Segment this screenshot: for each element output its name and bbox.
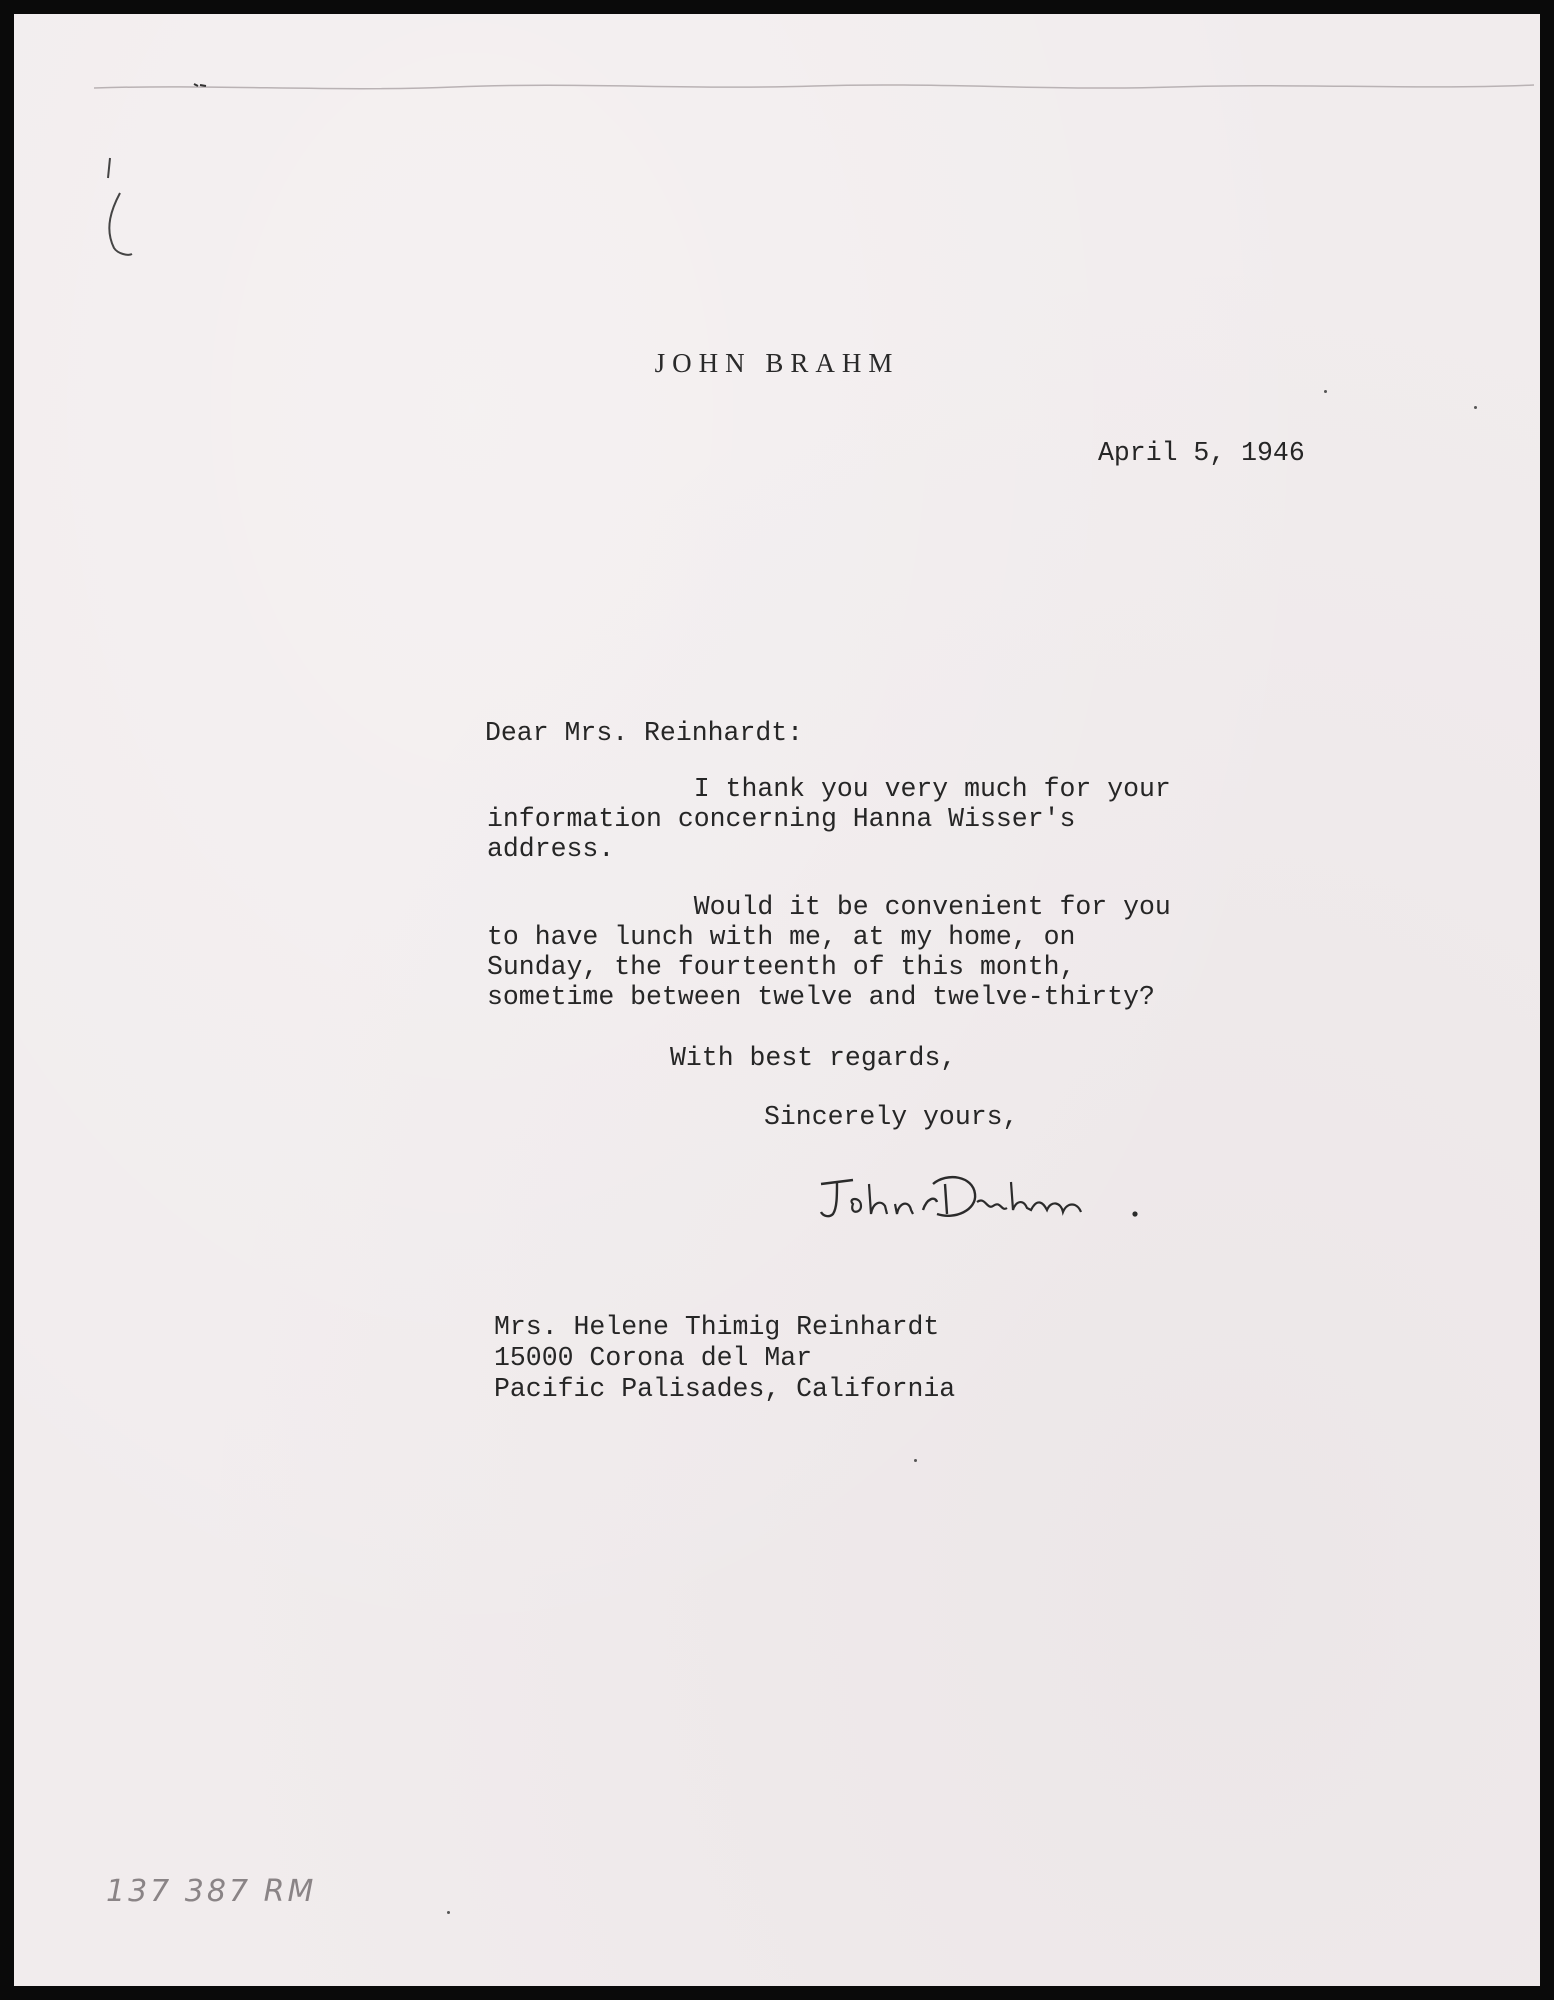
torn-top-edge — [94, 80, 1534, 96]
archive-pencil-note: 137 387 RM — [106, 1874, 317, 1909]
paper-speck — [447, 1911, 450, 1914]
recipient-street: 15000 Corona del Mar — [494, 1343, 813, 1373]
recipient-city: Pacific Palisades, California — [494, 1374, 956, 1404]
salutation: Dear Mrs. Reinhardt: — [485, 718, 804, 748]
complimentary-close: Sincerely yours, — [764, 1102, 1019, 1132]
body-paragraph-1: I thank you very much for your information concerning Hanna Wisser's address. — [487, 774, 1171, 864]
letterhead: JOHN BRAHM — [654, 348, 900, 378]
body-paragraph-2: Would it be convenient for you to have lunch with me, at my home, on Sunday, the fourteenth of this month, sometime between twelve and twelve-thirty? — [487, 892, 1171, 1012]
margin-pencil-mark — [84, 98, 154, 268]
recipient-name: Mrs. Helene Thimig Reinhardt — [494, 1312, 940, 1342]
paper-speck — [1474, 406, 1477, 409]
recipient-address — [494, 1312, 955, 1405]
closing-line: With best regards, — [670, 1043, 957, 1073]
paper-speck — [914, 1459, 917, 1462]
handwritten-signature — [815, 1162, 1175, 1232]
paper-speck — [1324, 390, 1327, 393]
letter-date: April 5, 1946 — [1098, 438, 1305, 468]
